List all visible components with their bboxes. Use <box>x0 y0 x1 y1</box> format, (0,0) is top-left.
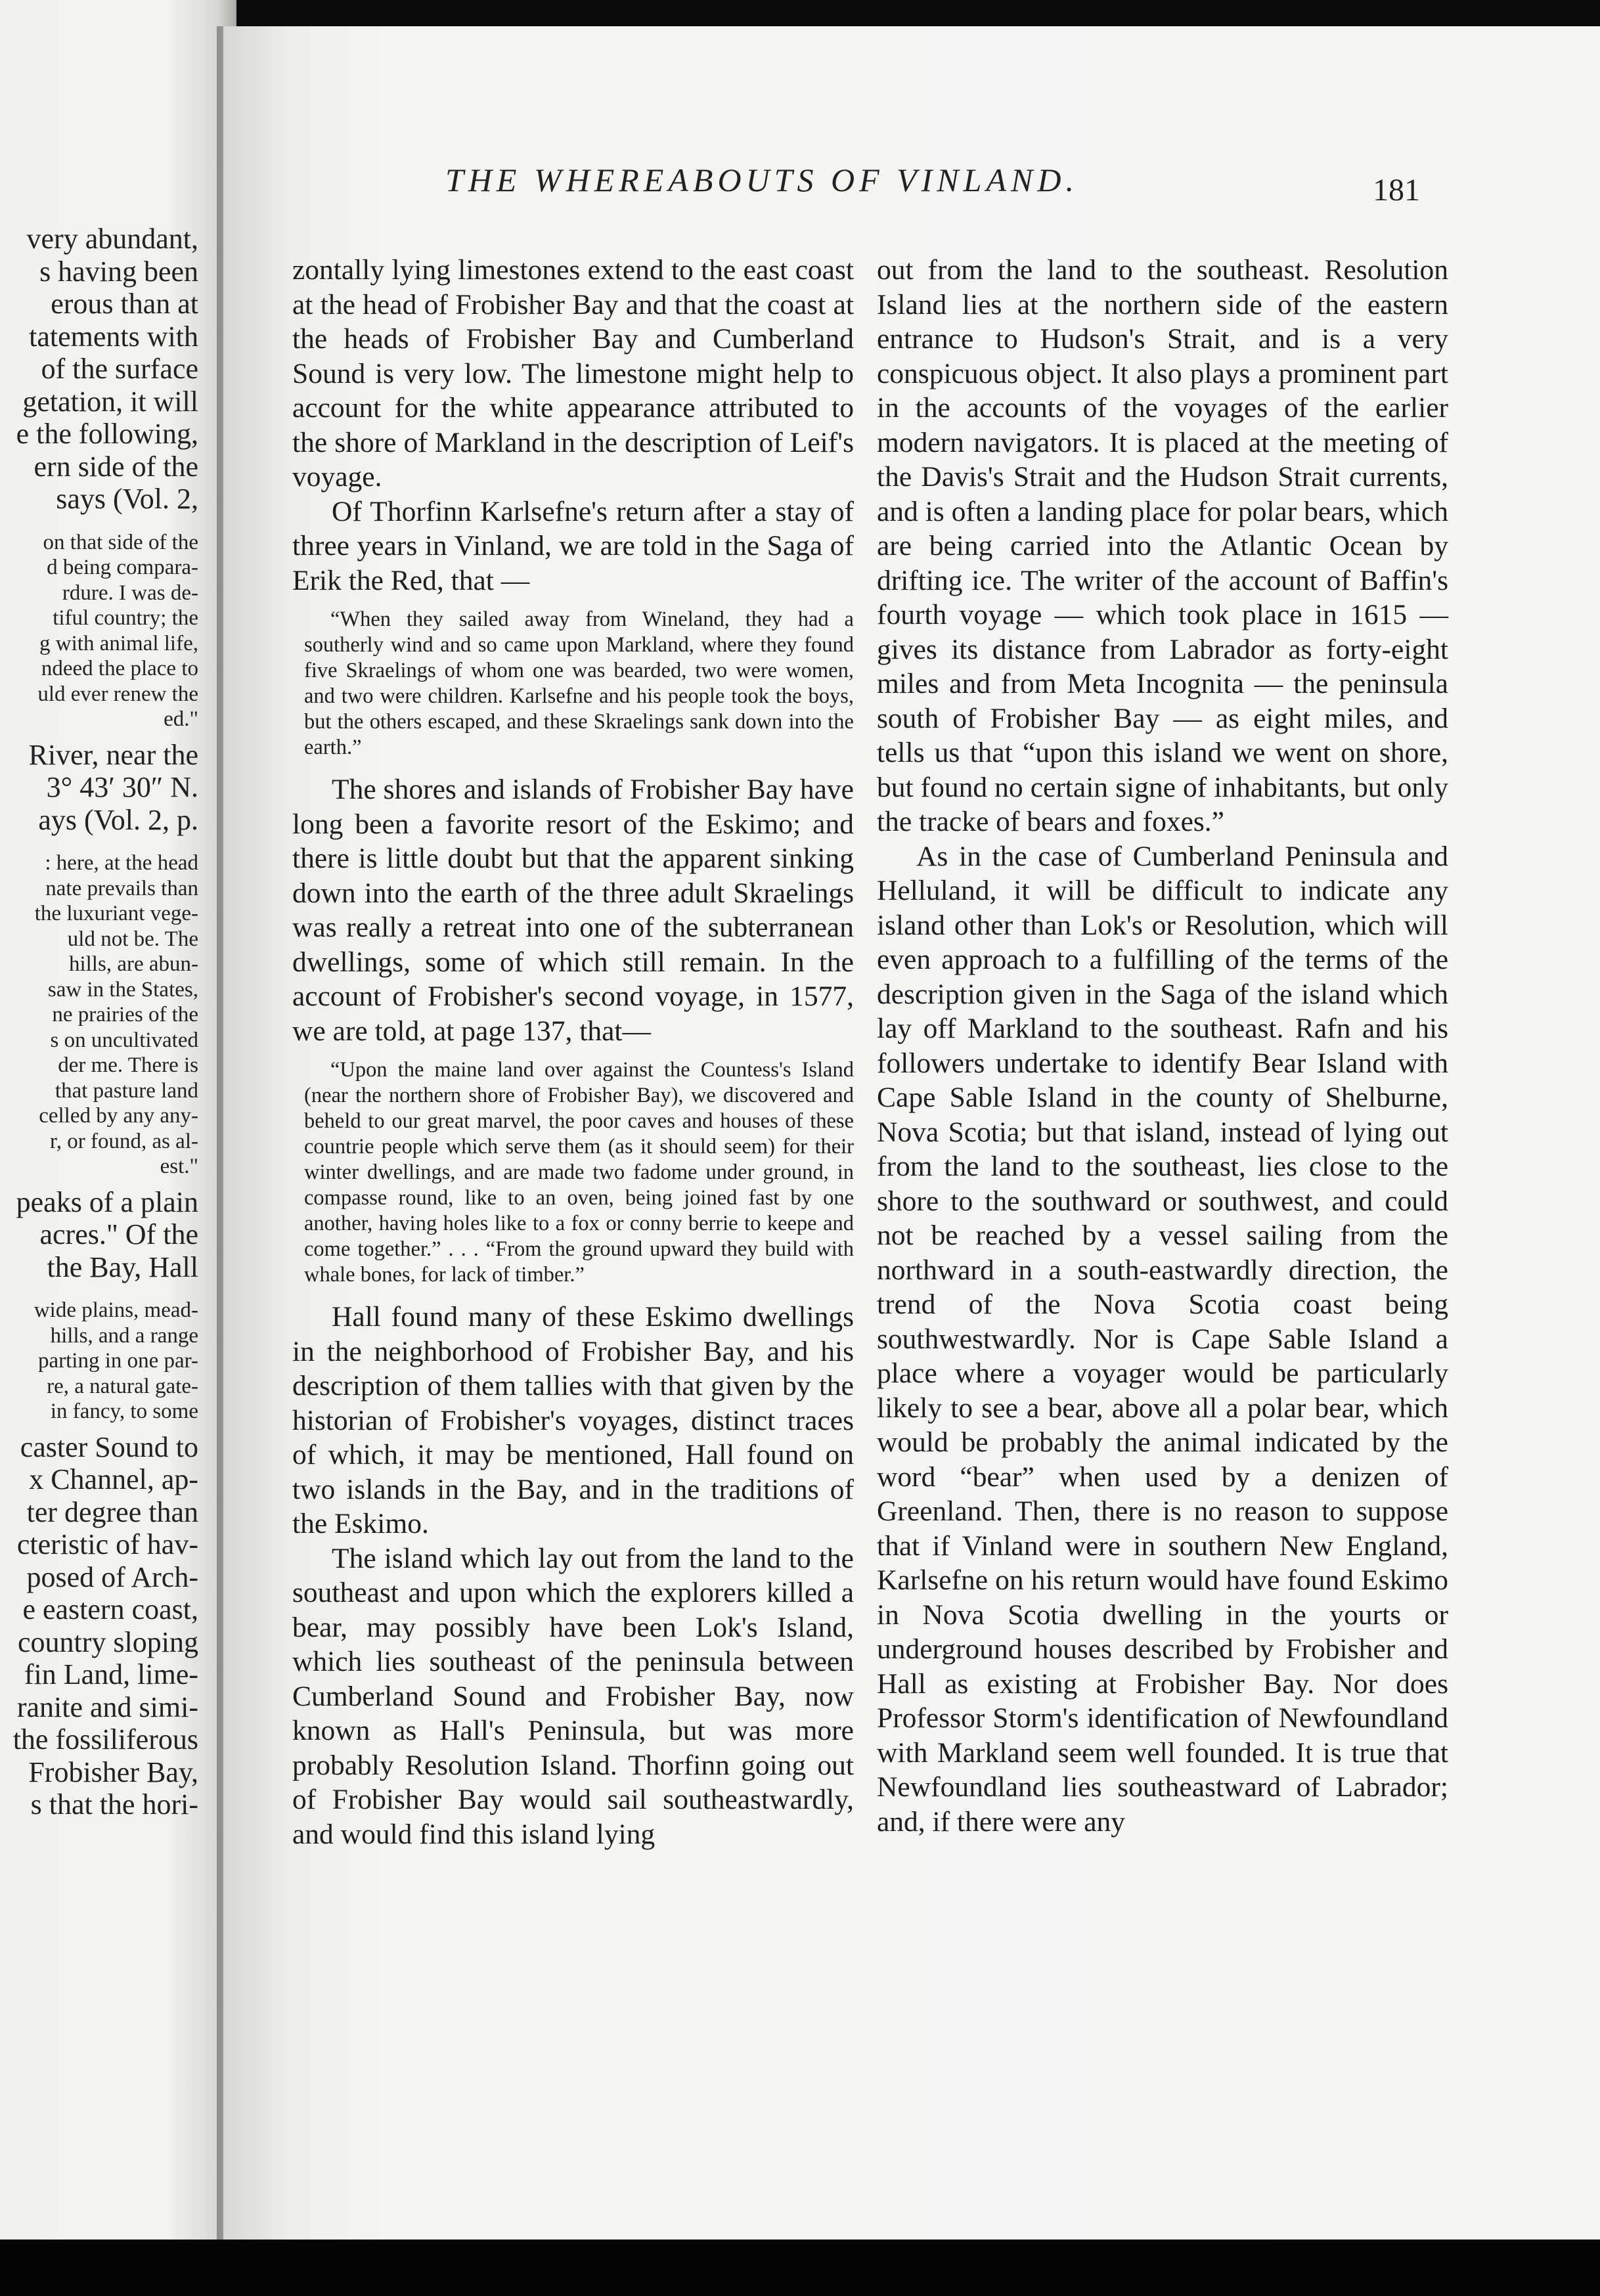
previous-page-line: r, or found, as al- <box>50 1129 198 1153</box>
previous-page-line: 3° 43′ 30″ N. <box>46 771 198 803</box>
previous-page-line: : here, at the head <box>45 851 198 875</box>
previous-page-line: fin Land, lime- <box>24 1658 198 1690</box>
previous-page-line: s having been <box>39 255 198 288</box>
previous-page-line: ed." <box>164 707 198 731</box>
paragraph: Hall found many of these Eskimo dwellings in the neighborhood of Frobisher Bay, and his description of them tallies with that given by the historian of Frobisher's voyages, distinct traces of which, it may be mentioned, Hall found on two islands in the Bay, and in the traditions of the Eskimo. <box>292 1301 854 1539</box>
previous-page-line: x Channel, ap- <box>29 1463 198 1495</box>
paragraph: As in the case of Cumberland Peninsula and Helluland, it will be difficult to indicate any island other than Lok's or Resolution, which will even approach to a fulfilling of the terms of the description given in the Saga of the island which lay off Markland to the southeast. Rafn and his followers undertake to identify Bear Island with Cape Sable Island in the county of Shelburne, Nova Scotia; but that island, instead of lying out from the land to the southeast, lies close to the shore to the southward or southwest, and could not be reached by a vessel sailing from the northward in a south-eastwardly direction, the trend of the Nova Scotia coast being southwestwardly. Nor is Cape Sable Island a place where a voyager would be particularly likely to see a bear, above all a polar bear, which would be probably the animal indicated by the word “bear” when used by a denizen of Greenland. Then, there is no reason to suppose that if Vinland were in southern New England, Karlsefne on his return would have found Eskimo in Nova Scotia dwelling in the yourts or underground houses described by Frobisher and Hall as existing at Frobisher Bay. Nor does Professor Storm's identification of Newfoundland with Markland seem well founded. It is true that Newfoundland lies southeastward of Labrador; and, if there were any <box>877 840 1448 1838</box>
previous-page-line: ter degree than <box>26 1495 198 1528</box>
block-quote: “When they sailed away from Wineland, they had a southerly wind and so came upon Markland, where they found five Skraelings of whom one was bearded, two were women, and two were children. Karlsefne and his people took the boys, but the others escaped, and these Skraelings sank down into the earth.” <box>304 607 854 759</box>
previous-page-line: the luxuriant vege- <box>34 902 198 925</box>
previous-page-line: tiful country; the <box>53 606 198 630</box>
previous-page-line: peaks of a plain <box>16 1185 198 1218</box>
previous-page-line: Frobisher Bay, <box>28 1755 198 1788</box>
previous-page-line: hills, are abun- <box>68 952 198 976</box>
text-column-left <box>292 253 854 1851</box>
paragraph: The island which lay out from the land to the southeast and upon which the explorers killed a bear, may possibly have been Lok's Island, which lies southeast of the peninsula between Cumberland Sound and Frobisher Bay, now known as Hall's Peninsula, but was more probably Resolution Island. Thorfinn going out of Frobisher Bay would sail southeastwardly, and would find this island lying <box>292 1542 854 1850</box>
previous-page-line: in fancy, to some <box>50 1400 198 1423</box>
previous-page-line: saw in the States, <box>47 977 198 1002</box>
previous-page-line: on that side of the <box>43 530 198 554</box>
previous-page-line: says (Vol. 2, <box>56 483 198 515</box>
previous-page-line: ne prairies of the <box>52 1003 198 1027</box>
previous-page-line: the Bay, Hall <box>47 1250 198 1283</box>
previous-page-line: cteristic of hav- <box>16 1528 198 1560</box>
previous-page-line: s that the hori- <box>30 1788 198 1821</box>
previous-page-line: celled by any any- <box>39 1104 198 1128</box>
previous-page-line: acres." Of the <box>39 1218 198 1250</box>
previous-page-line: parting in one par- <box>37 1349 198 1373</box>
previous-page-line: ranite and simi- <box>16 1690 198 1723</box>
previous-page-line: e the following, <box>16 418 198 450</box>
previous-page-line: d being compara- <box>47 556 198 579</box>
previous-page-line: erous than at <box>51 288 198 320</box>
text-column-right <box>877 253 1448 1839</box>
previous-page-line: wide plains, mead- <box>33 1298 198 1322</box>
previous-page-line: nate prevails than <box>45 876 198 900</box>
previous-page-line: River, near the <box>28 738 198 771</box>
previous-page-line: posed of Arch- <box>26 1560 198 1593</box>
previous-page-line: g with animal life, <box>39 631 198 655</box>
previous-page-line: e eastern coast, <box>22 1593 198 1625</box>
previous-page-line: est." <box>160 1155 198 1178</box>
paragraph: zontally lying limestones extend to the east coast at the head of Frobisher Bay and that the coast at the heads of Frobisher Bay and Cumberland Sound is very low. The limestone might help to account for the white appearance attributed to the shore of Markland in the description of Leif's voyage. <box>292 254 854 493</box>
previous-page-line: very abundant, <box>26 223 198 255</box>
previous-page-line: ays (Vol. 2, p. <box>38 803 198 836</box>
previous-page-line: country sloping <box>18 1625 198 1658</box>
previous-page-line: ern side of the <box>33 450 198 483</box>
previous-page-line: uld ever renew the <box>37 682 198 706</box>
page-number: 181 <box>1373 173 1420 208</box>
previous-page-line: s on uncultivated <box>50 1028 198 1052</box>
previous-page-line: hills, and a range <box>50 1323 198 1348</box>
previous-page-line: getation, it will <box>22 385 198 418</box>
previous-page-line: tatements with <box>29 320 198 353</box>
previous-page-line: that pasture land <box>55 1078 198 1103</box>
previous-page-line: caster Sound to <box>20 1430 198 1463</box>
previous-page-line: of the surface <box>41 353 198 385</box>
previous-page-line: ndeed the place to <box>41 657 198 680</box>
previous-page-line: the fossiliferous <box>12 1723 198 1755</box>
previous-page-line: rdure. I was de- <box>62 581 198 605</box>
paragraph: out from the land to the southeast. Resolution Island lies at the northern side of the eastern entrance to Hudson's Strait, and is a very conspicuous object. It also plays a prominent part in the accounts of the voyages of the earlier modern navigators. It is placed at the meeting of the Davis's Strait and the Hudson Strait currents, and is often a landing place for polar bears, which are being carried into the Atlantic Ocean by drifting ice. The writer of the account of Baffin's fourth voyage — which took place in 1615 — gives its distance from Labrador as forty-eight miles and from Meta Incognita — the peninsula south of Frobisher Bay — as eight miles, and tells us that “upon this island we went on shore, but found no certain signe of inhabitants, but only the tracke of bears and foxes.” <box>877 254 1448 837</box>
paragraph: Of Thorfinn Karlsefne's return after a stay of three years in Vinland, we are told in the Saga of Erik the Red, that — <box>292 495 854 596</box>
scan-bottom-edge <box>0 2240 1600 2296</box>
previous-page-line: re, a natural gate- <box>47 1374 198 1398</box>
previous-page-line: uld not be. The <box>67 927 198 951</box>
block-quote: “Upon the maine land over against the Countess's Island (near the northern shore of Frobisher Bay), we discovered and beheld to our great marvel, the poor caves and houses of these countrie people which serve them (as it should seem) for their winter dwellings, and are made two fadome under ground, in compasse round, like to an oven, being joined fast by one another, having holes like to a fox or conny berrie to keepe and come together.” . . . “From the ground upward they build with whale bones, for lack of timber.” <box>304 1058 854 1287</box>
previous-page-line: der me. There is <box>58 1053 198 1077</box>
paragraph: The shores and islands of Frobisher Bay have long been a favorite resort of the Eskimo; and there is little doubt but that the apparent sinking down into the earth of the three adult Skraelings was really a retreat into one of the subterranean dwellings, some of which still remain. In the account of Frobisher's second voyage, in 1577, we are told, at page 137, that— <box>292 774 854 1047</box>
running-title: THE WHEREABOUTS OF VINLAND. <box>445 162 1078 198</box>
